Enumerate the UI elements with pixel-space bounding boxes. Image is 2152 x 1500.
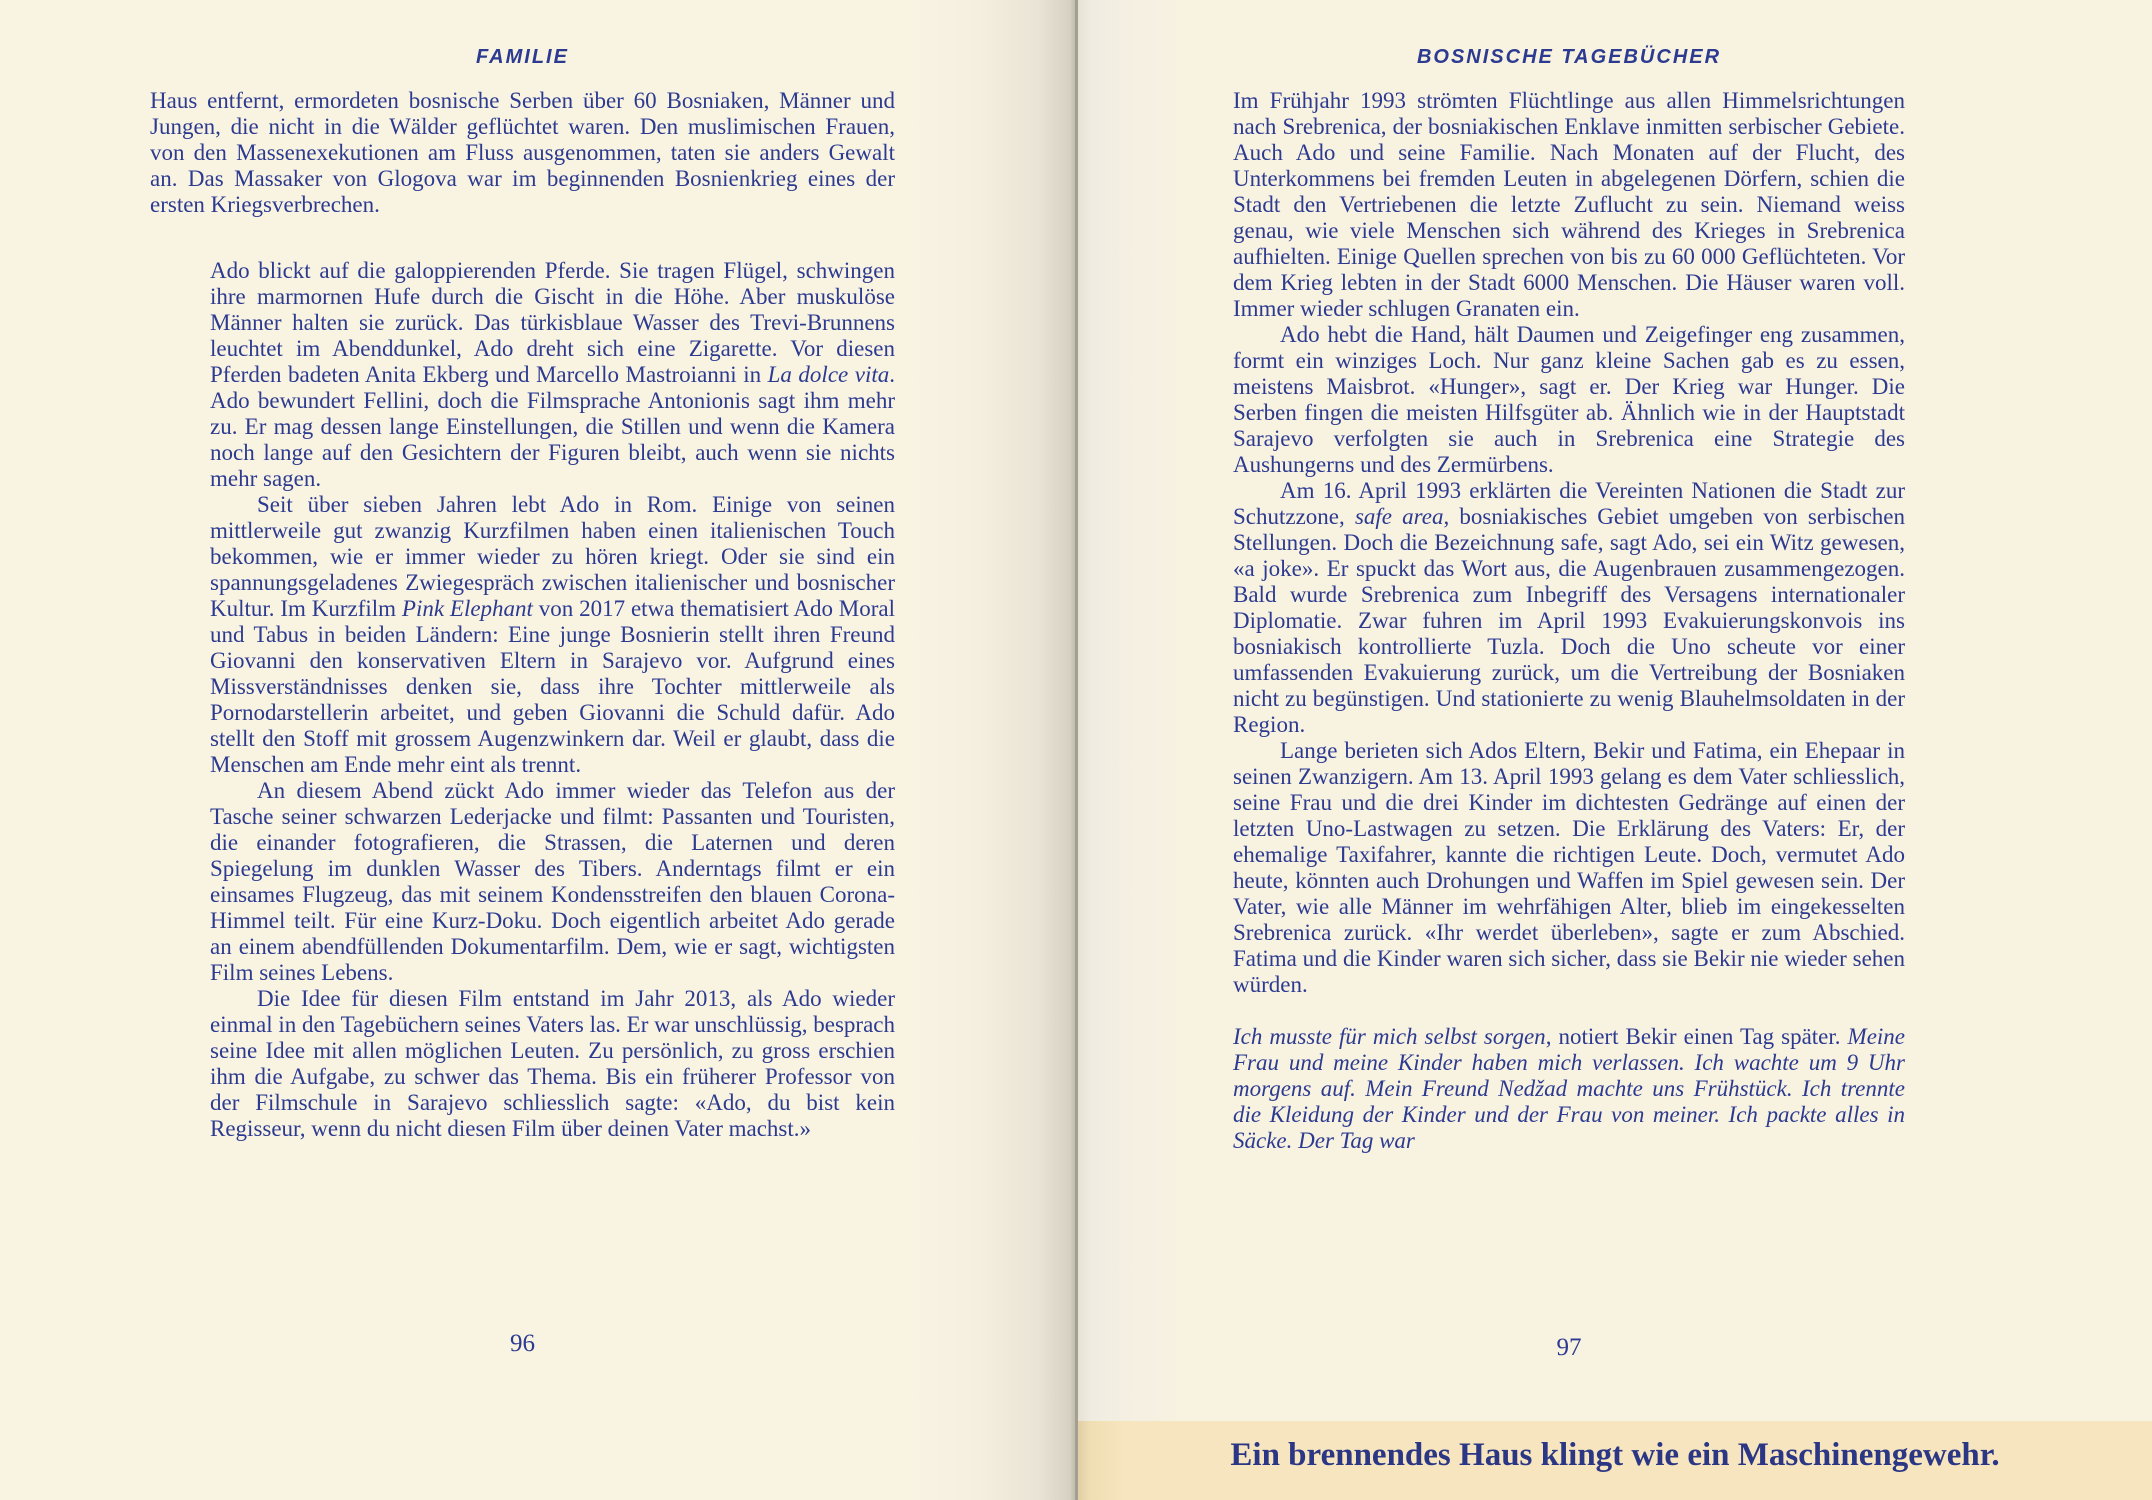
- diary-excerpt: [1233, 1024, 1905, 1154]
- running-head-left: FAMILIE: [476, 46, 569, 68]
- gutter-divider: [1075, 0, 1078, 1500]
- paragraph: Seit über sieben Jahren lebt Ado in Rom. Einige von seinen mittlerweile gut zwanzig Kurzfilmen haben einen italienischen Touch bekommen, wie er immer wieder zu hören kriegt. Oder sie sind ein spannungsgeladenes Zwiegespräch zwischen italienischer und bosnischer Kultur. Im Kurzfilm Pink Elephant von 2017 etwa thematisiert Ado Moral und Tabus in beiden Ländern: Eine junge Bosnierin stellt ihren Freund Giovanni den konservativen Eltern in Sarajevo vor. Aufgrund eines Missverständnisses denken sie, dass ihre Tochter mittlerweile als Pornodarstellerin arbeitet, und geben Giovanni die Schuld dafür. Ado stellt den Stoff mit grossem Augenzwinkern dar. Weil er glaubt, dass die Menschen am Ende mehr eint als trennt.: [210, 492, 896, 777]
- paragraph: Ado hebt die Hand, hält Daumen und Zeigefinger eng zusammen, formt ein winziges Loch. Nur ganz kleine Sachen gab es zu essen, meistens Maisbrot. «Hunger», sagt er. Der Krieg war Hunger. Die Serben fingen die meisten Hilfsgüter ab. Ähnlich wie in der Hauptstadt Sarajevo verfolgten sie auch in Srebrenica eine Strategie des Aushungerns und des Zermürbens.: [1233, 322, 1905, 477]
- right-body-text: [1233, 88, 1905, 998]
- left-block-quote: [210, 258, 895, 1142]
- left-text-column: [150, 88, 895, 1142]
- bottom-banner: [1078, 1421, 2152, 1500]
- running-head-right: BOSNISCHE TAGEBÜCHER: [1416, 46, 1722, 68]
- right-text-column: [1233, 88, 1905, 1154]
- paragraph: Im Frühjahr 1993 strömten Flüchtlinge aus allen Himmelsrichtungen nach Srebrenica, der bosniakischen Enklave inmitten serbischer Gebiete. Auch Ado und seine Familie. Nach Monaten auf der Flucht, des Unterkommens bei fremden Leuten in abgelegenen Dörfern, schien die Stadt den Vertriebenen die letzte Zuflucht zu sein. Niemand weiss genau, wie viele Menschen sich während des Krieges in Srebrenica aufhielten. Einige Quellen sprechen von bis zu 60 000 Geflüchteten. Vor dem Krieg lebten in der Stadt 6000 Menschen. Die Häuser waren voll. Immer wieder schlugen Granaten ein.: [1233, 88, 1905, 321]
- paragraph: Ich musste für mich selbst sorgen, notiert Bekir einen Tag später. Meine Frau und meine Kinder haben mich verlassen. Ich wachte um 9 Uhr morgens auf. Mein Freund Nedžad machte uns Frühstück. Ich trennte die Kleidung der Kinder und der Frau von meiner. Ich packte alles in Säcke. Der Tag war: [1233, 1024, 1905, 1153]
- paragraph: Haus entfernt, ermordeten bosnische Serben über 60 Bosniaken, Männer und Jungen, die nicht in die Wälder geflüchtet waren. Den muslimischen Frauen, von den Massenexekutionen am Fluss ausgenommen, taten sie anders Gewalt an. Das Massaker von Glogova war im beginnenden Bosnienkrieg eines der ersten Kriegsverbrechen.: [150, 88, 895, 217]
- page-number-left: 96: [510, 1330, 535, 1357]
- paragraph: An diesem Abend zückt Ado immer wieder das Telefon aus der Tasche seiner schwarzen Lederjacke und filmt: Passanten und Touristen, die einander fotografieren, die Strassen, die Laternen und deren Spiegelung im dunklen Wasser des Tibers. Anderntags filmt er ein einsames Flugzeug, das mit seinem Kondensstreifen den blauen Corona-Himmel teilt. Für eine Kurz-Doku. Doch eigentlich arbeitet Ado gerade an einem abendfüllenden Dokumentarfilm. Dem, wie er sagt, wichtigsten Film seines Lebens.: [210, 778, 895, 985]
- paragraph: Ado blickt auf die galoppierenden Pferde. Sie tragen Flügel, schwingen ihre marmornen Hufe durch die Gischt in die Höhe. Aber muskulöse Männer halten sie zurück. Das türkisblaue Wasser des Trevi-Brunnens leuchtet im Abenddunkel, Ado dreht sich eine Zigarette. Vor diesen Pferden badeten Anita Ekberg und Marcello Mastroianni in La dolce vita. Ado bewundert Fellini, doch die Filmsprache Antonionis sagt ihm mehr zu. Er mag dessen lange Einstellungen, die Stillen und wenn die Kamera noch lange auf den Gesichtern der Figuren bleibt, auch wenn sie nichts mehr sagen.: [210, 258, 895, 491]
- paragraph: Lange berieten sich Ados Eltern, Bekir und Fatima, ein Ehepaar in seinen Zwanzigern. Am 13. April 1993 gelang es dem Vater schliesslich, seine Frau und die drei Kinder im dichtesten Gedränge auf einen der letzten Uno-Lastwagen zu setzen. Die Erklärung des Vaters: Er, der ehemalige Taxifahrer, kannte die richtigen Leute. Doch, vermutet Ado heute, könnten auch Drohungen und Waffen im Spiel gewesen sein. Der Vater, wie alle Männer im wehrfähigen Alter, blieb im eingekesselten Srebrenica zurück. «Ihr werdet überleben», sagte er zum Abschied. Fatima und die Kinder waren sich sicher, dass sie Bekir nie wieder sehen würden.: [1233, 738, 1905, 997]
- paragraph: Die Idee für diesen Film entstand im Jahr 2013, als Ado wieder einmal in den Tagebüchern seines Vaters las. Er war unschlüssig, besprach seine Idee mit allen möglichen Leuten. Zu persönlich, zu gross erschien ihm die Aufgabe, zu schwer das Thema. Bis ein früherer Professor von der Filmschule in Sarajevo schliesslich sagte: «Ado, du bist kein Regisseur, wenn du nicht diesen Film über deinen Vater machst.»: [210, 986, 895, 1141]
- banner-headline: Ein brennendes Haus klingt wie ein Maschinengewehr.: [1230, 1437, 2000, 1473]
- page-number-right: 97: [1556, 1334, 1582, 1361]
- left-intro-text: [150, 88, 895, 218]
- paragraph: Am 16. April 1993 erklärten die Vereinten Nationen die Stadt zur Schutzzone, safe area, bosniakisches Gebiet umgeben von serbischen Stellungen. Doch die Bezeichnung safe, sagt Ado, sei ein Witz gewesen, «a joke». Er spuckt das Wort aus, die Augenbrauen zusammengezogen. Bald wurde Srebrenica zum Inbegriff des Versagens internationaler Diplomatie. Zwar fuhren im April 1993 Evakuierungskonvois ins bosniakisch kontrollierte Tuzla. Doch die Uno scheute vor einer umfassenden Evakuierung zurück, um die Vertreibung der Bosniaken nicht zu begünstigen. Und stationierte zu wenig Blauhelmsoldaten in der Region.: [1233, 478, 1906, 737]
